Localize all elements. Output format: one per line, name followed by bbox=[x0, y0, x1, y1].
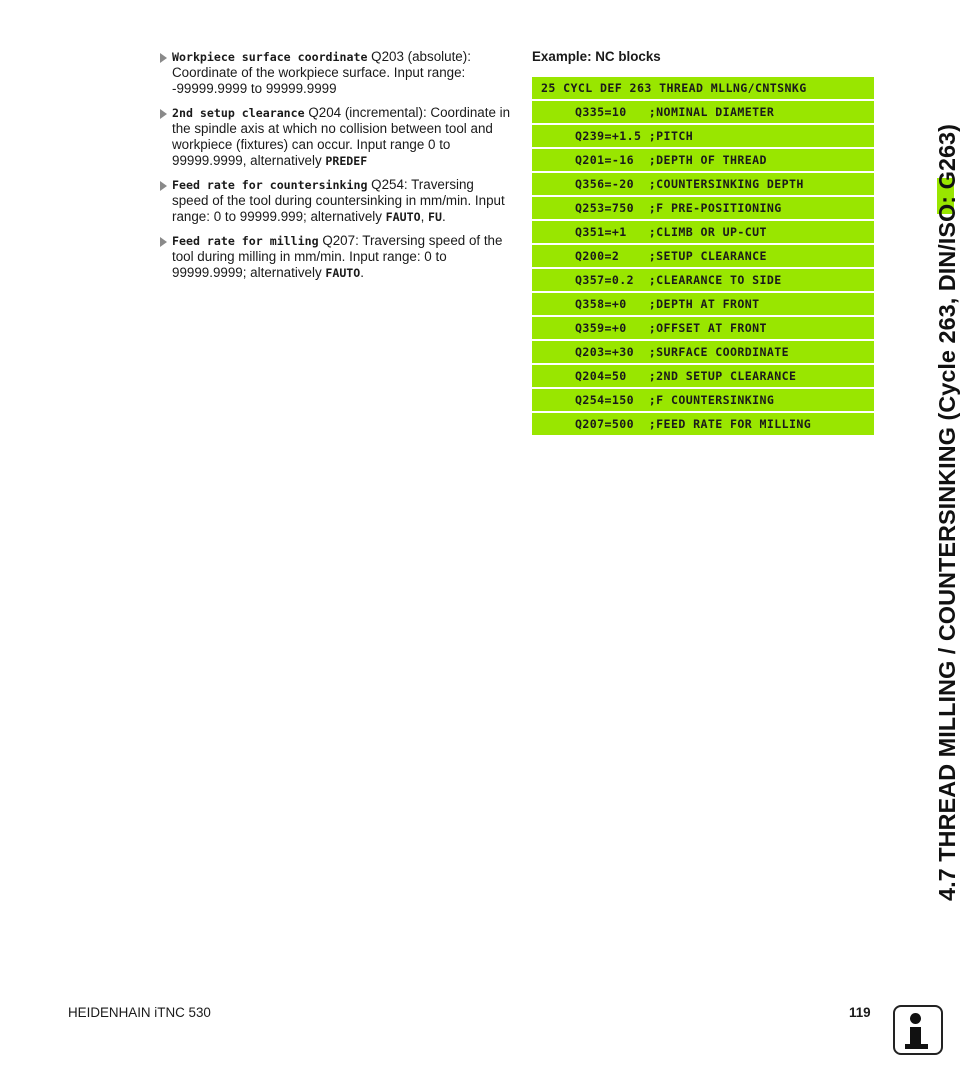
nc-block-list bbox=[532, 77, 874, 437]
param-item bbox=[158, 233, 514, 281]
param-sep: , bbox=[420, 209, 429, 224]
param-name: Workpiece surface coordinate bbox=[172, 50, 368, 64]
param-desc: Q203 (absolute): Coordinate of the workpiece surface. Input range: -99999.9999 to 99999.9999 bbox=[172, 49, 471, 96]
param-code: FU bbox=[428, 210, 442, 224]
nc-block: Q358=+0 ;DEPTH AT FRONT bbox=[532, 293, 874, 315]
page-number: 119 bbox=[849, 1005, 871, 1020]
example-title: Example: NC blocks bbox=[532, 49, 661, 64]
parameter-list bbox=[158, 49, 514, 289]
param-item bbox=[158, 49, 514, 97]
chapter-title: 4.7 THREAD MILLING / COUNTERSINKING (Cycle 263, DIN/ISO: G263) bbox=[934, 124, 960, 901]
param-code: FAUTO bbox=[325, 266, 361, 280]
nc-block: Q357=0.2 ;CLEARANCE TO SIDE bbox=[532, 269, 874, 291]
nc-block: Q335=10 ;NOMINAL DIAMETER bbox=[532, 101, 874, 123]
param-desc: Q207: Traversing speed of the tool during milling in mm/min. Input range: 0 to 99999.9999; alternatively bbox=[172, 233, 503, 280]
param-desc: Q254: Traversing speed of the tool during countersinking in mm/min. Input range: 0 to 99999.999; alternatively bbox=[172, 177, 505, 224]
param-desc: Q204 (incremental): Coordinate in the spindle axis at which no collision between tool and workpiece (fixtures) can occur. Input range 0 to 99999.9999, alternatively bbox=[172, 105, 511, 168]
triangle-right-icon bbox=[160, 53, 167, 63]
nc-block: Q356=-20 ;COUNTERSINKING DEPTH bbox=[532, 173, 874, 195]
param-code: FAUTO bbox=[385, 210, 421, 224]
nc-block: Q359=+0 ;OFFSET AT FRONT bbox=[532, 317, 874, 339]
param-name: Feed rate for milling bbox=[172, 234, 319, 248]
param-end: . bbox=[360, 265, 364, 280]
param-end: . bbox=[441, 209, 446, 224]
param-item bbox=[158, 105, 514, 169]
nc-block: Q253=750 ;F PRE-POSITIONING bbox=[532, 197, 874, 219]
nc-block: Q201=-16 ;DEPTH OF THREAD bbox=[532, 149, 874, 171]
nc-block: Q254=150 ;F COUNTERSINKING bbox=[532, 389, 874, 411]
nc-block: Q351=+1 ;CLIMB OR UP-CUT bbox=[532, 221, 874, 243]
param-item bbox=[158, 177, 514, 225]
manual-name: HEIDENHAIN iTNC 530 bbox=[68, 1005, 211, 1020]
triangle-right-icon bbox=[160, 181, 167, 191]
param-name: Feed rate for countersinking bbox=[172, 178, 368, 192]
triangle-right-icon bbox=[160, 109, 167, 119]
param-code: PREDEF bbox=[325, 154, 368, 168]
nc-block: 25 CYCL DEF 263 THREAD MLLNG/CNTSNKG bbox=[532, 77, 874, 99]
info-icon bbox=[893, 1005, 943, 1055]
nc-block: Q203=+30 ;SURFACE COORDINATE bbox=[532, 341, 874, 363]
nc-block: Q204=50 ;2ND SETUP CLEARANCE bbox=[532, 365, 874, 387]
nc-block: Q200=2 ;SETUP CLEARANCE bbox=[532, 245, 874, 267]
nc-block: Q239=+1.5 ;PITCH bbox=[532, 125, 874, 147]
triangle-right-icon bbox=[160, 237, 167, 247]
nc-block: Q207=500 ;FEED RATE FOR MILLING bbox=[532, 413, 874, 435]
param-name: 2nd setup clearance bbox=[172, 106, 305, 120]
